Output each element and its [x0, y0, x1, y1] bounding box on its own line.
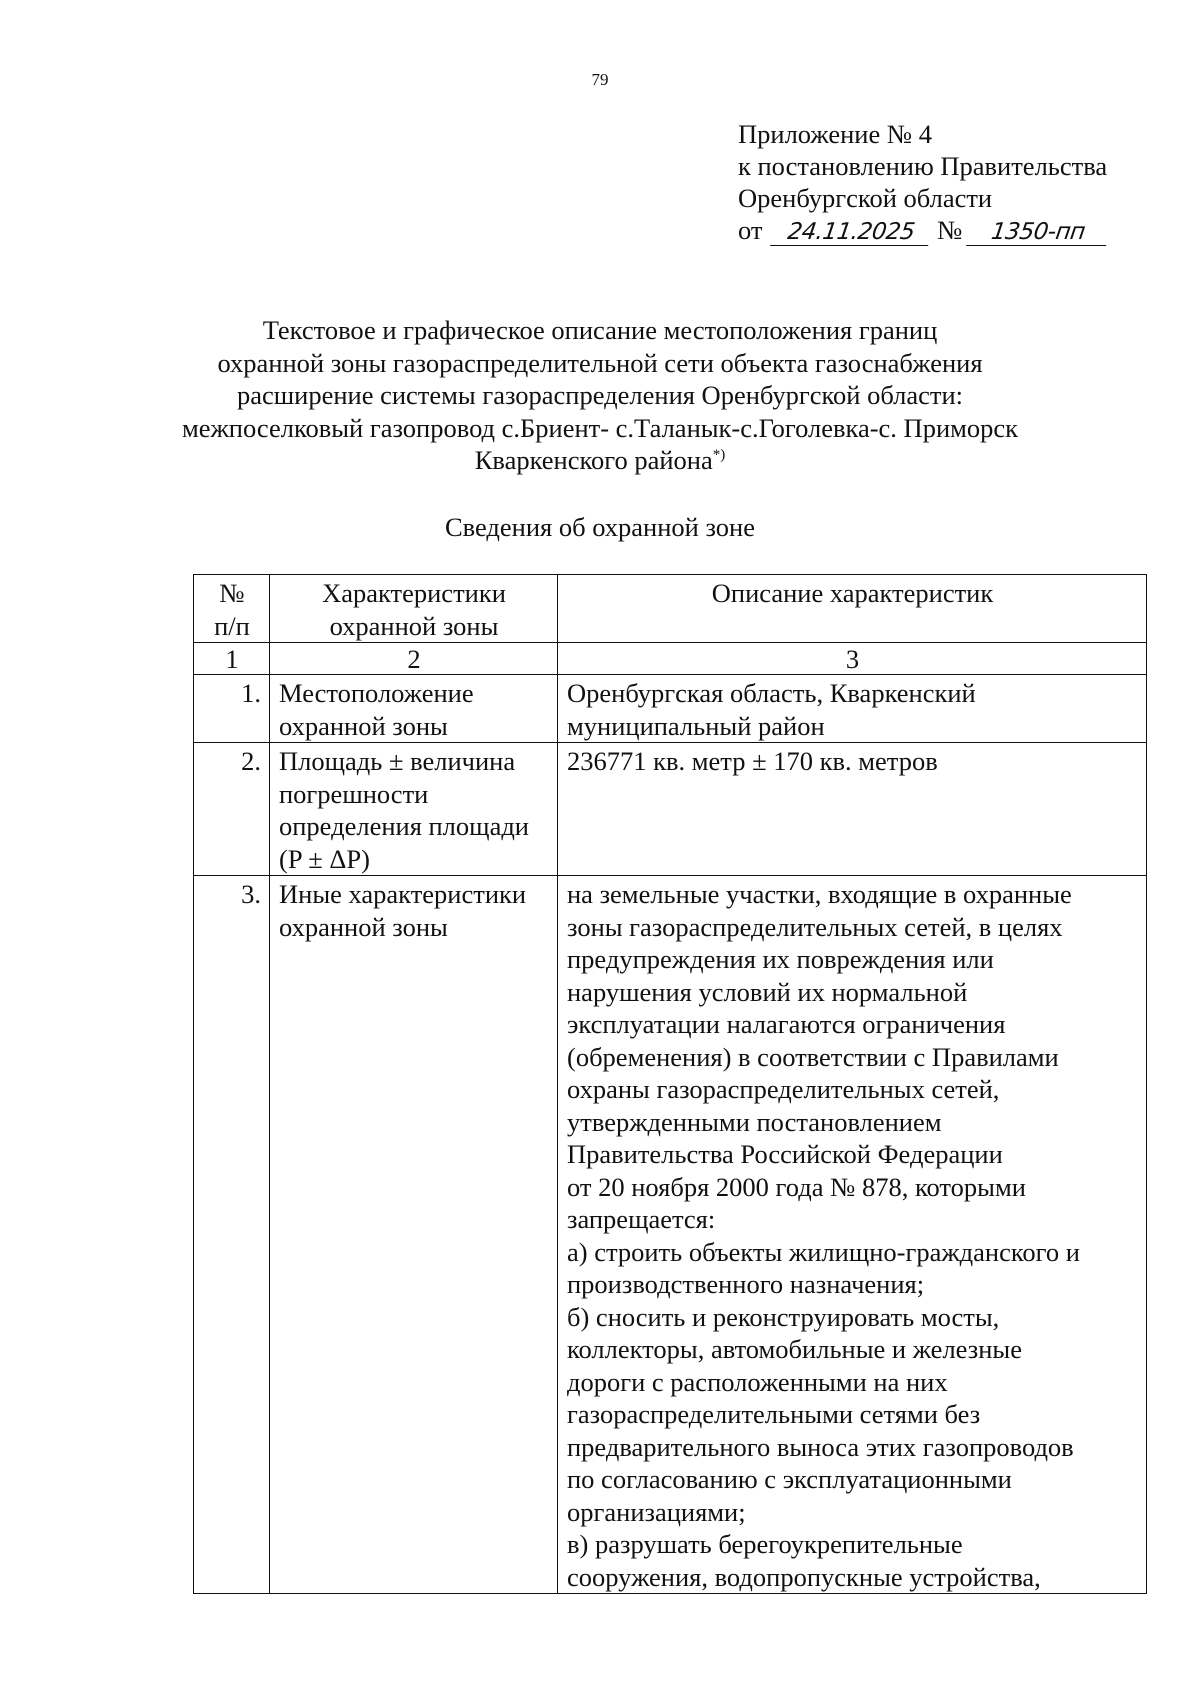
footnote-mark: *) — [712, 447, 726, 463]
table-row — [194, 675, 1147, 743]
row-description — [558, 876, 1147, 1594]
row-description-line: а) строить объекты жилищно-гражданского и — [567, 1236, 1080, 1267]
row-characteristic-line: (P ± ΔP) — [279, 843, 370, 874]
handwritten-date: 24.11.2025 — [771, 219, 933, 246]
row-description-line: зоны газораспределительных сетей, в целях — [567, 911, 1063, 942]
title-line-5 — [0, 444, 1200, 477]
row-description-line: организациями; — [567, 1496, 746, 1527]
row-number: 1. — [194, 675, 270, 743]
row-characteristic-line: Местоположение — [279, 678, 474, 708]
row-characteristic — [270, 743, 558, 876]
row-description-line: производственного назначения; — [567, 1269, 925, 1299]
from-label: от — [738, 215, 763, 245]
page-number: 79 — [591, 70, 609, 89]
appendix-line-1: Приложение № 4 — [738, 119, 933, 149]
row-characteristic — [270, 675, 558, 743]
row-description-line: сооружения, водопропускные устройства, — [567, 1561, 1041, 1592]
appendix-line-2: к постановлению Правительства — [738, 151, 1108, 181]
title-line-5-text: Кваркенского района — [474, 445, 713, 475]
title-line-3: расширение системы газораспределения Оренбургской области: — [236, 380, 964, 410]
row-description-line: охраны газораспределительных сетей, — [567, 1074, 1000, 1104]
header-char-line-1: Характеристики — [322, 578, 506, 608]
table-row — [194, 876, 1147, 1594]
number-label: № — [937, 215, 963, 245]
table-row — [194, 743, 1147, 876]
row-characteristic-line: охранной зоны — [279, 911, 448, 942]
column-index-3: 3 — [558, 643, 1147, 675]
header-description: Описание характеристик — [558, 575, 1147, 643]
header-num-line-1: № — [219, 578, 245, 608]
column-index-2: 2 — [270, 643, 558, 675]
row-description-line: по согласованию с эксплуатационными — [567, 1464, 1012, 1494]
row-description-line: предупреждения их повреждения или — [567, 944, 994, 974]
row-description-line: предварительного выноса этих газопроводов — [567, 1431, 1074, 1462]
row-description-line: запрещается: — [567, 1204, 716, 1234]
header-char-line-2: охранной зоны — [329, 610, 499, 641]
appendix-block — [738, 118, 1108, 246]
row-description-line: (обременения) в соответствии с Правилами — [567, 1041, 1059, 1072]
row-description-line: в) разрушать берегоукрепительные — [567, 1529, 963, 1559]
row-description-line: б) сносить и реконструировать мосты, — [567, 1301, 1000, 1332]
table-header-row — [194, 575, 1147, 643]
header-num-line-2: п/п — [214, 610, 250, 641]
document-title — [0, 314, 1200, 477]
row-description-line: коллекторы, автомобильные и железные — [567, 1334, 1022, 1364]
row-description-line: дороги с расположенными на них — [567, 1366, 948, 1397]
row-description-line: муниципальный район — [567, 710, 825, 741]
row-characteristic-line: погрешности — [279, 778, 429, 809]
row-characteristic-line: определения площади — [279, 811, 529, 841]
row-number: 2. — [194, 743, 270, 876]
protection-zone-table — [193, 574, 1147, 1594]
row-characteristic — [270, 876, 558, 1594]
row-description-line: эксплуатации налагаются ограничения — [567, 1009, 1006, 1039]
row-characteristic-line: охранной зоны — [279, 710, 448, 741]
title-line-1: Текстовое и графическое описание местоположения границ — [262, 315, 938, 345]
title-line-2: охранной зоны газораспределительной сети объекта газоснабжения — [217, 347, 983, 378]
handwritten-number: 1350-пп — [967, 219, 1111, 246]
row-description-line: Правительства Российской Федерации — [567, 1139, 1003, 1169]
section-subtitle: Сведения об охранной зоне — [444, 512, 755, 542]
row-description-line: газораспределительными сетями без — [567, 1399, 981, 1429]
column-index-row — [194, 643, 1147, 675]
row-description-line: от 20 ноября 2000 года № 878, которыми — [567, 1171, 1026, 1202]
header-num — [194, 575, 270, 643]
column-index-1: 1 — [194, 643, 270, 675]
row-number: 3. — [194, 876, 270, 1594]
row-description — [558, 675, 1147, 743]
row-description — [558, 743, 1147, 876]
row-characteristic-line: Площадь ± величина — [279, 746, 516, 776]
row-description-line: 236771 кв. метр ± 170 кв. метров — [567, 746, 938, 776]
row-characteristic-line: Иные характеристики — [279, 879, 527, 909]
row-description-line: Оренбургская область, Кваркенский — [567, 678, 976, 708]
row-description-line: нарушения условий их нормальной — [567, 976, 968, 1007]
row-description-line: на земельные участки, входящие в охранные — [567, 879, 1072, 909]
row-description-line: утвержденными постановлением — [567, 1106, 942, 1137]
appendix-line-4 — [738, 214, 1108, 246]
header-characteristics — [270, 575, 558, 643]
appendix-line-3: Оренбургской области — [738, 183, 993, 213]
title-line-4: межпоселковый газопровод с.Бриент- с.Таланык-с.Гоголевка-с. Приморск — [181, 412, 1019, 443]
